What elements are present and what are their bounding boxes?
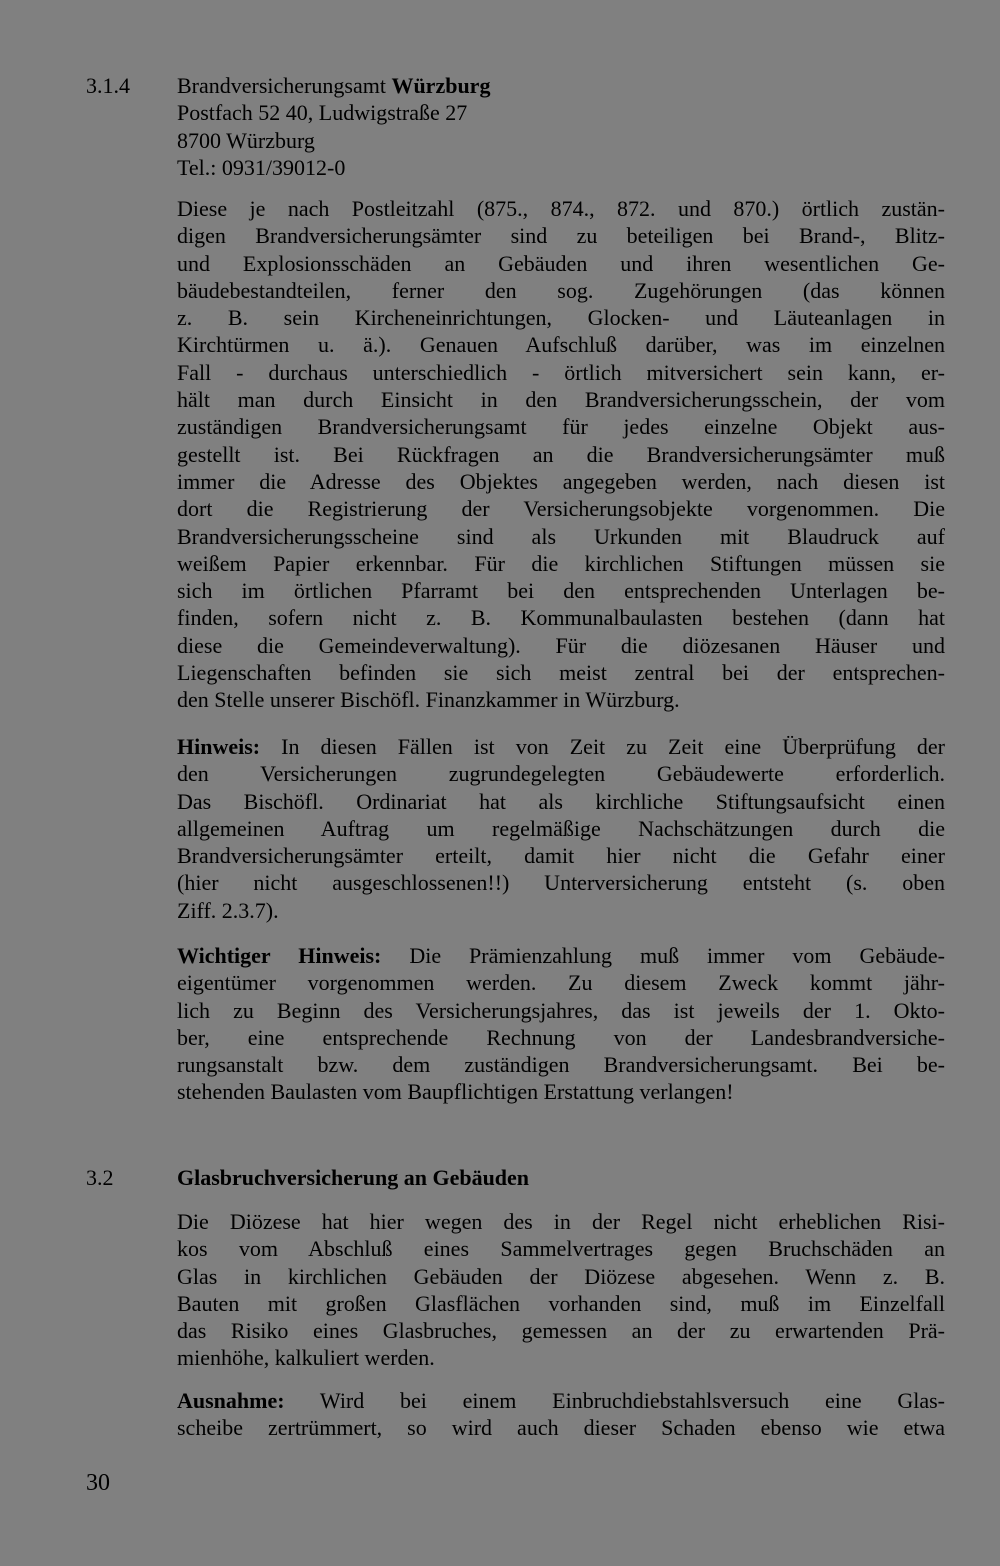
- section-number-3-2: 3.2: [86, 1165, 114, 1190]
- text-line: Die Diözese hat hier wegen des in der Regel nicht erheblichen Risi-: [177, 1209, 945, 1234]
- paragraph-hinweis: [177, 733, 945, 924]
- text-line: und Explosionsschäden an Gebäuden und ihren wesentlichen Ge-: [177, 250, 945, 276]
- text-line: Brandversicherungsämter erteilt, damit hier nicht die Gefahr einer: [177, 843, 945, 869]
- text-line: mienhöhe, kalkuliert werden.: [177, 1345, 435, 1371]
- office-title: [177, 72, 945, 99]
- phone-line: Tel.: 0931/39012-0: [177, 154, 346, 180]
- text-line: diese die Gemeindeverwaltung). Für die diözesanen Häuser und: [177, 632, 945, 658]
- text-line: sich im örtlichen Pfarramt bei den entsprechenden Unterlagen be-: [177, 578, 945, 604]
- text-line: Liegenschaften befinden sie sich meist zentral bei der entsprechen-: [177, 660, 945, 686]
- text-line: den Versicherungen zugrundegelegten Gebäudewerte erforderlich.: [177, 761, 945, 787]
- text-line: finden, sofern nicht z. B. Kommunalbaulasten bestehen (dann hat: [177, 605, 945, 631]
- text-line: weißem Papier erkennbar. Für die kirchlichen Stiftungen müssen sie: [177, 550, 945, 576]
- wichtiger-hinweis-first-line: Die Prämienzahlung muß immer vom Gebäude-: [381, 943, 945, 968]
- text-line: Das Bischöfl. Ordinariat hat als kirchliche Stiftungsaufsicht einen: [177, 788, 945, 814]
- section-number-3-1-4: 3.1.4: [86, 73, 130, 98]
- office-address-block: [177, 72, 945, 181]
- text-line: das Risiko eines Glasbruches, gemessen an der zu erwartenden Prä-: [177, 1318, 945, 1344]
- wichtiger-hinweis-label: Wichtiger Hinweis:: [177, 943, 382, 968]
- text-line: stehenden Baulasten vom Baupflichtigen Erstattung verlangen!: [177, 1079, 734, 1105]
- office-city: Würzburg: [391, 73, 491, 98]
- text-line: Glas in kirchlichen Gebäuden der Diözese abgesehen. Wenn z. B.: [177, 1263, 945, 1289]
- address-line: Postfach 52 40, Ludwigstraße 27: [177, 100, 468, 126]
- text-line: immer die Adresse des Objektes angegeben werden, nach diesen ist: [177, 468, 945, 494]
- ausnahme-label: Ausnahme:: [177, 1388, 285, 1413]
- text-line: scheibe zertrümmert, so wird auch dieser Schaden ebenso wie etwa: [177, 1415, 945, 1441]
- text-line: bäudebestandteilen, ferner den sog. Zugehörungen (das können: [177, 277, 945, 303]
- section-heading: Glasbruchversicherung an Gebäuden: [177, 1165, 530, 1190]
- ausnahme-first-line: Wird bei einem Einbruchdiebstahlsversuch eine Glas-: [284, 1388, 945, 1413]
- office-name-prefix: Brandversicherungsamt: [177, 73, 392, 98]
- text-line: [177, 733, 945, 760]
- text-line: hält man durch Einsicht in den Brandversicherungsschein, der vom: [177, 387, 945, 413]
- page-number: 30: [86, 1470, 110, 1496]
- address-line: 8700 Würzburg: [177, 127, 315, 153]
- text-line: kos vom Abschluß eines Sammelvertrages gegen Bruchschäden an: [177, 1236, 945, 1262]
- paragraph-ausnahme: [177, 1387, 945, 1442]
- text-line: den Stelle unserer Bischöfl. Finanzkammer in Würzburg.: [177, 687, 680, 713]
- text-line: (hier nicht ausgeschlossenen!!) Unterversicherung entsteht (s. oben: [177, 870, 945, 896]
- text-line: gestellt ist. Bei Rückfragen an die Brandversicherungsämter muß: [177, 441, 945, 467]
- text-line: Bauten mit großen Glasflächen vorhanden sind, muß im Einzelfall: [177, 1290, 945, 1316]
- text-line: [177, 942, 945, 969]
- text-line: z. B. sein Kircheneinrichtungen, Glocken- und Läuteanlagen in: [177, 305, 945, 331]
- text-line: lich zu Beginn des Versicherungsjahres, das ist jeweils der 1. Okto-: [177, 997, 945, 1023]
- text-line: Fall - durchaus unterschiedlich - örtlich mitversichert sein kann, er-: [177, 359, 945, 385]
- text-line: eigentümer vorgenommen werden. Zu diesem Zweck kommt jähr-: [177, 970, 945, 996]
- text-line: Brandversicherungsscheine sind als Urkunden mit Blaudruck auf: [177, 523, 945, 549]
- text-line: rungsanstalt bzw. dem zuständigen Brandversicherungsamt. Bei be-: [177, 1052, 945, 1078]
- hinweis-label: Hinweis:: [177, 734, 261, 759]
- text-line: [177, 1387, 945, 1414]
- text-line: ber, eine entsprechende Rechnung von der Landesbrandversiche-: [177, 1024, 945, 1050]
- text-line: digen Brandversicherungsämter sind zu beteiligen bei Brand-, Blitz-: [177, 223, 945, 249]
- text-line: Diese je nach Postleitzahl (875., 874., 872. und 870.) örtlich zustän-: [177, 196, 945, 221]
- text-line: Kirchtürmen u. ä.). Genauen Aufschluß darüber, was im einzelnen: [177, 332, 945, 358]
- text-line: dort die Registrierung der Versicherungsobjekte vorgenommen. Die: [177, 496, 945, 522]
- paragraph-glasbruch: [177, 1208, 945, 1372]
- paragraph-brandversicherung: [177, 195, 945, 714]
- text-line: allgemeinen Auftrag um regelmäßige Nachschätzungen durch die: [177, 815, 945, 841]
- hinweis-first-line: In diesen Fällen ist von Zeit zu Zeit eine Überprüfung der: [260, 734, 945, 759]
- text-line: Ziff. 2.3.7).: [177, 897, 279, 923]
- text-line: zuständigen Brandversicherungsamt für jedes einzelne Objekt aus-: [177, 414, 945, 440]
- paragraph-wichtiger-hinweis: [177, 942, 945, 1106]
